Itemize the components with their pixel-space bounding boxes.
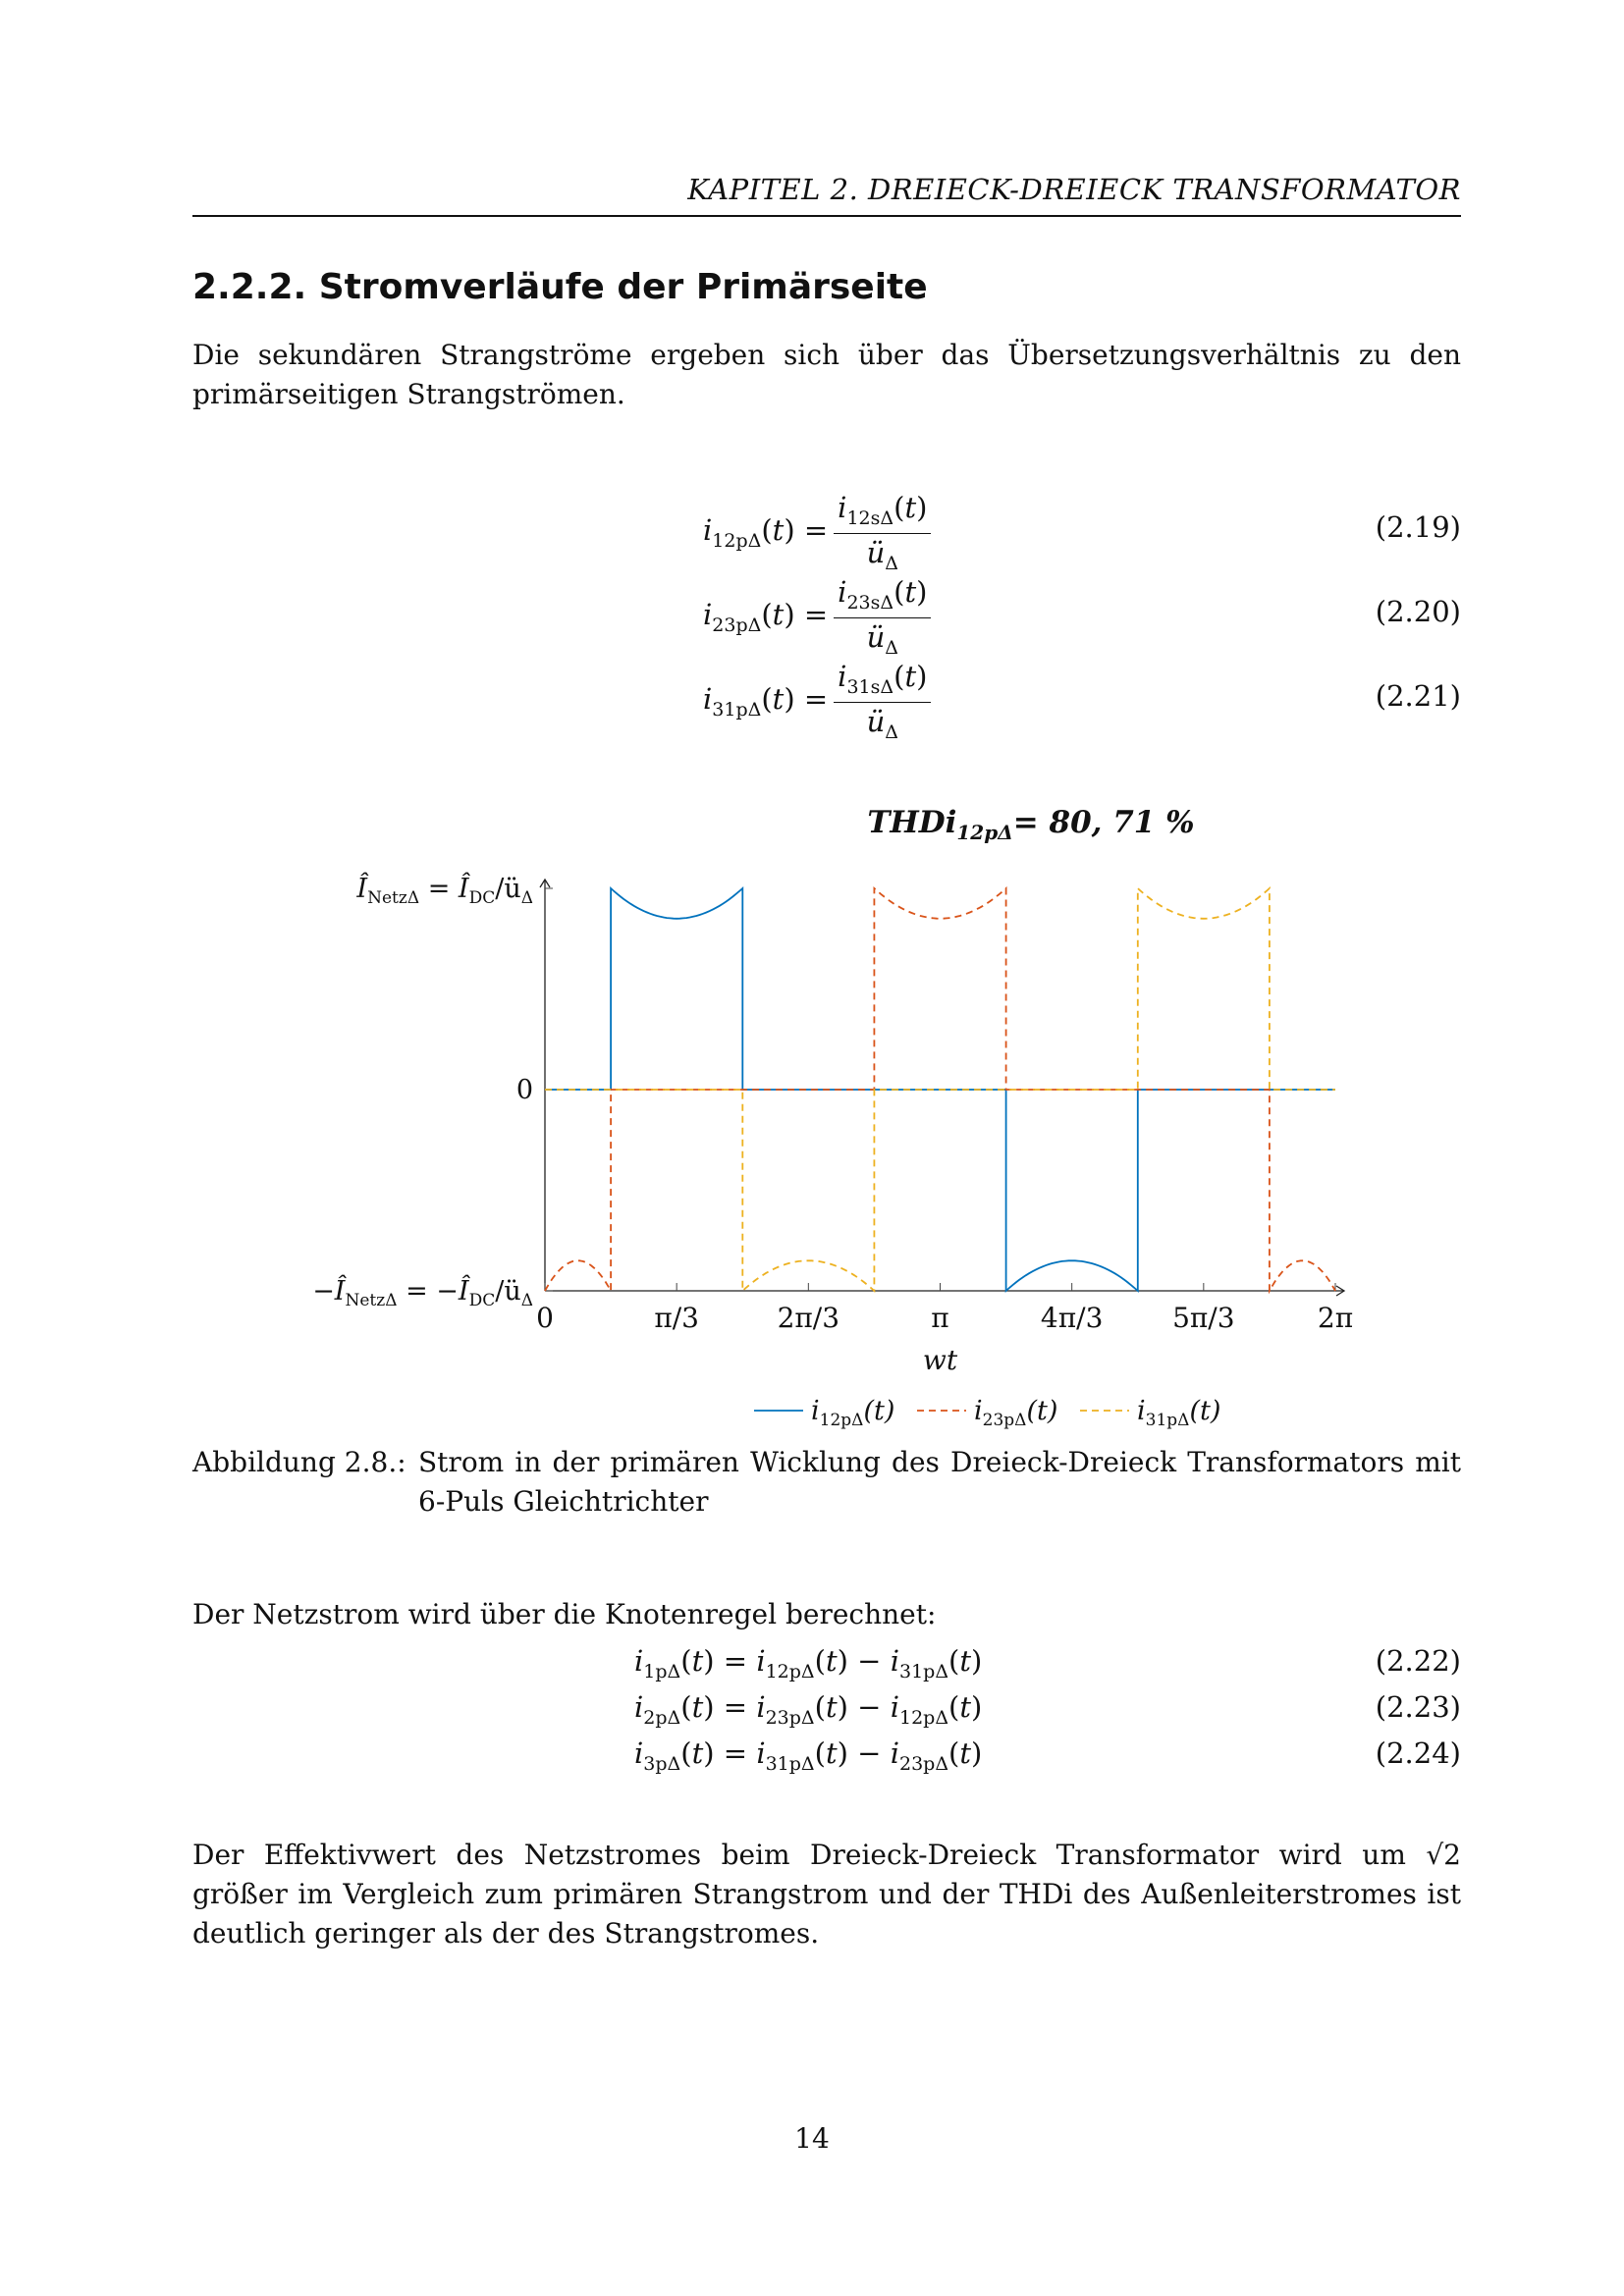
legend-label: $i_{31p\Delta}(t)$: [1137, 1396, 1221, 1430]
y-label-bottom: $-Î_{Netz\Delta}$ = $-Î_{DC}/ü_\Delta$: [312, 1276, 533, 1310]
chart-title: [677, 805, 1384, 844]
caption-label: Abbildung 2.8.:: [192, 1446, 406, 1478]
fraction: $\frac{i_{23s\Delta}(t)}{ü_\Delta}$: [834, 575, 931, 659]
fraction: $\frac{i_{31s\Delta}(t)}{ü_\Delta}$: [834, 660, 931, 743]
node-rule-intro: Der Netzstrom wird über die Knotenregel berechnet:: [192, 1598, 937, 1630]
equation: $i_{1p\Delta}(t) = i_{12p\Delta}(t) - i_{31p\Delta}(t)$: [634, 1644, 983, 1682]
equation-number: (2.21): [1375, 679, 1461, 713]
equation: $i_{3p\Delta}(t) = i_{31p\Delta}(t) - i_{23p\Delta}(t)$: [634, 1736, 983, 1775]
x-tick-label: 5π/3: [1172, 1302, 1235, 1334]
fraction: $\frac{i_{12s\Delta}(t)}{ü_\Delta}$: [834, 491, 931, 574]
equation-number: (2.24): [1375, 1736, 1461, 1770]
equation: $i_{31p\Delta}(t)$ = $\frac{i_{31s\Delta}(t)}{ü_\Delta}$: [703, 660, 931, 743]
chart: [295, 844, 1375, 1433]
equation-row: [192, 660, 1461, 742]
legend-label: $i_{23p\Delta}(t)$: [974, 1396, 1058, 1430]
caption-text: Strom in der primären Wicklung des Dreieck-Dreieck Transformators mit 6-Puls Gleichtrichter: [418, 1446, 1461, 1518]
x-tick-label: 2π/3: [777, 1302, 840, 1334]
x-tick-label: 4π/3: [1040, 1302, 1104, 1334]
chart-title-main: THDi: [867, 805, 957, 840]
header-rule: [192, 215, 1461, 217]
closing-paragraph: Der Effektivwert des Netzstromes beim Dreieck-Dreieck Transformator wird um √2 größer im Vergleich zum primären Strangstrom und der THDi des Außenleiterstromes ist deutlich geringer als der des Strangstromes.: [192, 1839, 1461, 1949]
x-tick-label: π: [931, 1302, 949, 1334]
equation-number: (2.20): [1375, 595, 1461, 628]
equation-number: (2.22): [1375, 1644, 1461, 1678]
equation: $i_{2p\Delta}(t) = i_{23p\Delta}(t) - i_{12p\Delta}(t)$: [634, 1690, 983, 1729]
x-tick-label: π/3: [654, 1302, 699, 1334]
running-head: KAPITEL 2. DREIECK-DREIECK TRANSFORMATOR: [687, 173, 1461, 206]
x-tick-label: 2π: [1317, 1302, 1354, 1334]
x-axis-label: wt: [922, 1344, 958, 1376]
legend-label: $i_{12p\Delta}(t)$: [811, 1396, 895, 1430]
chart-title-sub: 12pΔ: [956, 821, 1013, 845]
x-tick-label: 0: [536, 1302, 554, 1334]
equation-row: [192, 575, 1461, 658]
equation-number: (2.23): [1375, 1690, 1461, 1724]
y-label-top: $Î_{Netz\Delta}$ = $Î_{DC}/ü_\Delta$: [356, 874, 533, 908]
chart-title-value: = 80, 71 %: [1012, 805, 1195, 840]
y-label-zero: 0: [515, 1075, 533, 1105]
equation: $i_{12p\Delta}(t)$ = $\frac{i_{12s\Delta}(t)}{ü_\Delta}$: [703, 491, 931, 574]
page-number: 14: [794, 2122, 830, 2155]
figure-caption: [192, 1443, 1461, 1522]
intro-paragraph: Die sekundären Strangströme ergeben sich über das Übersetzungsverhältnis zu den primärseitigen Strangströmen.: [192, 339, 1461, 410]
equation-number: (2.19): [1375, 510, 1461, 544]
equation-row: [192, 1736, 1461, 1780]
equation-row: [192, 491, 1461, 573]
equation-row: [192, 1644, 1461, 1687]
equation-row: [192, 1690, 1461, 1734]
equation: $i_{23p\Delta}(t)$ = $\frac{i_{23s\Delta}(t)}{ü_\Delta}$: [703, 575, 931, 659]
section-heading: 2.2.2. Stromverläufe der Primärseite: [192, 267, 928, 307]
